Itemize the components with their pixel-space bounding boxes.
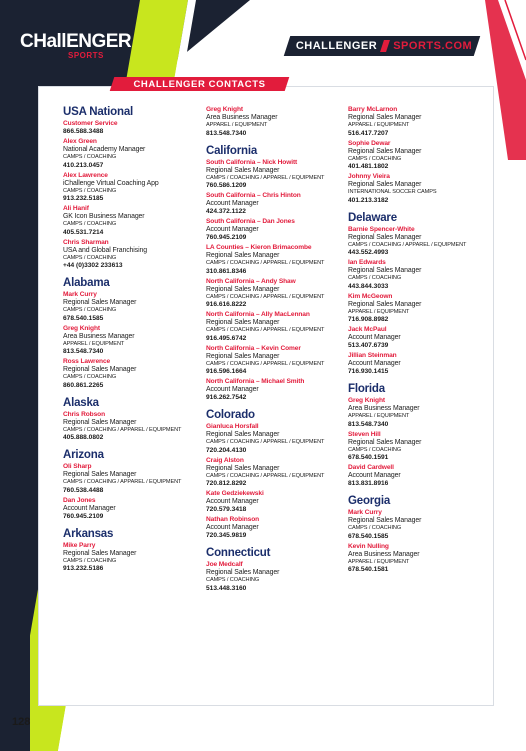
contact-phone[interactable]: 720.812.8292 bbox=[206, 480, 247, 487]
contact-name: Craig Alston bbox=[206, 456, 244, 464]
logo-subtext: SPORTS bbox=[68, 51, 104, 60]
contact-department: CAMPS / COACHING / APPAREL / EQUIPMENT bbox=[206, 472, 325, 479]
contact-phone[interactable]: 401.213.3182 bbox=[348, 196, 389, 204]
contact-name: Greg Knight bbox=[63, 324, 100, 332]
contact-title: GK Icon Business Manager bbox=[63, 213, 145, 220]
contact-department: APPAREL / EQUIPMENT bbox=[206, 122, 268, 128]
contact-phone[interactable]: 443.552.4993 bbox=[348, 249, 389, 256]
contact-name: Johnny Vieira bbox=[348, 173, 390, 180]
state-heading: Colorado bbox=[206, 409, 255, 421]
contact-title: Area Business Manager bbox=[63, 332, 135, 340]
contact-department: CAMPS / COACHING bbox=[348, 155, 402, 162]
contact-title: Regional Sales Manager bbox=[348, 233, 422, 241]
contact-title: USA and Global Franchising bbox=[63, 246, 147, 254]
contact-name: Alex Green bbox=[63, 138, 97, 145]
contact-entry bbox=[63, 138, 201, 170]
contact-title: Account Manager bbox=[348, 360, 401, 367]
contact-name: Alex Lawrence bbox=[63, 171, 108, 179]
contact-phone[interactable]: +44 (0)3302 233613 bbox=[63, 262, 123, 269]
contact-department: CAMPS / COACHING / APPAREL / EQUIPMENT bbox=[206, 439, 325, 445]
contact-title: Regional Sales Manager bbox=[206, 431, 280, 438]
contact-phone[interactable]: 813.548.7340 bbox=[348, 420, 389, 428]
state-heading: Alaska bbox=[63, 396, 99, 409]
contact-name: Ross Lawrence bbox=[63, 358, 111, 365]
contact-name: Jack McPaul bbox=[348, 326, 387, 333]
contact-name: North California – Michael Smith bbox=[206, 378, 305, 385]
contact-name: Nathan Robinson bbox=[206, 516, 260, 523]
contact-phone[interactable]: 410.213.0457 bbox=[63, 161, 104, 169]
contact-title: Area Business Manager bbox=[348, 405, 420, 412]
contact-entry bbox=[348, 326, 486, 350]
contact-title: Account Manager bbox=[206, 200, 259, 207]
contact-entry bbox=[206, 192, 344, 216]
banner-domain: SPORTS.COM bbox=[393, 40, 473, 52]
contact-phone[interactable]: 405.888.0802 bbox=[63, 434, 104, 441]
contact-department: CAMPS / COACHING bbox=[206, 577, 260, 583]
contact-department: CAMPS / COACHING / APPAREL / EQUIPMENT bbox=[206, 360, 325, 367]
contact-title: Account Manager bbox=[206, 226, 259, 233]
contact-department: CAMPS / COACHING bbox=[348, 525, 402, 531]
contact-entry bbox=[63, 497, 201, 521]
contact-name: Joe Medcalf bbox=[206, 561, 243, 568]
contact-entry bbox=[63, 358, 201, 390]
contact-name: Greg Knight bbox=[206, 106, 243, 113]
state-heading: Arizona bbox=[63, 449, 104, 461]
contact-name: North California – Andy Shaw bbox=[206, 277, 296, 285]
contact-entry bbox=[348, 509, 486, 541]
contact-phone[interactable]: 913.232.5186 bbox=[63, 565, 104, 572]
contact-entry bbox=[206, 423, 344, 455]
contact-entry bbox=[63, 463, 201, 495]
contact-name: South California – Chris Hinton bbox=[206, 192, 301, 199]
state-heading: USA National bbox=[63, 106, 134, 118]
navy-side-bar bbox=[0, 120, 30, 751]
contact-title: Regional Sales Manager bbox=[63, 549, 137, 557]
contact-title: Regional Sales Manager bbox=[63, 366, 137, 373]
contact-name: Barnie Spencer-White bbox=[348, 225, 415, 233]
contact-department: CAMPS / COACHING bbox=[63, 254, 117, 261]
contact-name: Greg Knight bbox=[348, 397, 385, 404]
contact-name: Ian Edwards bbox=[348, 259, 386, 266]
contact-phone[interactable]: 513.407.6739 bbox=[348, 342, 389, 349]
contact-entry bbox=[206, 457, 344, 489]
contact-title: Regional Sales Manager bbox=[63, 418, 137, 426]
contact-phone[interactable]: 760.945.2109 bbox=[63, 512, 104, 520]
contact-entry bbox=[206, 490, 344, 514]
state-heading: California bbox=[206, 144, 258, 157]
contact-phone[interactable]: 716.930.1415 bbox=[348, 368, 389, 375]
contact-entry bbox=[63, 120, 201, 136]
contact-department: CAMPS / COACHING bbox=[63, 557, 117, 564]
contact-name: Customer Service bbox=[63, 120, 118, 127]
contact-department: APPAREL / EQUIPMENT bbox=[348, 308, 410, 315]
contact-phone[interactable]: 760.586.1209 bbox=[206, 182, 247, 189]
contact-phone[interactable]: 866.588.3488 bbox=[63, 128, 104, 135]
contact-title: Regional Sales Manager bbox=[63, 471, 137, 478]
contact-entry bbox=[63, 205, 201, 237]
contact-name: Steven Hill bbox=[348, 430, 381, 438]
contact-name: Kevin Nulling bbox=[348, 542, 389, 550]
contact-name: LA Counties – Kieron Brimacombe bbox=[206, 244, 312, 251]
contact-title: Area Business Manager bbox=[206, 114, 278, 121]
contact-entry bbox=[63, 542, 201, 574]
contacts-column-2 bbox=[206, 106, 344, 595]
contact-entry bbox=[206, 106, 344, 138]
contact-entry bbox=[348, 352, 486, 376]
contact-title: Area Business Manager bbox=[348, 550, 420, 558]
contact-entry bbox=[348, 464, 486, 488]
contact-entry bbox=[348, 293, 486, 325]
contact-title: Account Manager bbox=[348, 472, 401, 479]
contact-title: Regional Sales Manager bbox=[348, 300, 422, 308]
contacts-column-3 bbox=[348, 106, 486, 576]
contact-department: CAMPS / COACHING / APPAREL / EQUIPMENT bbox=[63, 426, 182, 433]
contact-title: Regional Sales Manager bbox=[348, 438, 422, 446]
contact-title: Regional Sales Manager bbox=[206, 285, 280, 293]
contact-entry bbox=[206, 311, 344, 343]
contact-name: Mark Curry bbox=[63, 291, 97, 298]
contact-phone[interactable]: 760.945.2109 bbox=[206, 234, 247, 241]
contact-title: iChallenge Virtual Coaching App bbox=[63, 179, 159, 187]
contact-phone[interactable]: 678.540.1581 bbox=[348, 566, 389, 573]
contact-title: Regional Sales Manager bbox=[348, 267, 422, 274]
contact-entry bbox=[348, 173, 486, 205]
contact-title: Regional Sales Manager bbox=[348, 517, 422, 524]
contact-entry bbox=[206, 244, 344, 276]
contact-phone[interactable]: 716.908.8982 bbox=[348, 316, 389, 323]
contact-department: APPAREL / EQUIPMENT bbox=[348, 558, 410, 565]
contact-title: Account Manager bbox=[206, 524, 259, 531]
contact-entry bbox=[348, 226, 486, 258]
contact-name: Sophie Dewar bbox=[348, 139, 391, 147]
contact-title: Regional Sales Manager bbox=[348, 147, 422, 155]
contact-entry bbox=[63, 239, 201, 271]
contact-phone[interactable]: 813.831.8916 bbox=[348, 480, 389, 487]
contact-phone[interactable]: 860.861.2265 bbox=[63, 381, 104, 389]
contact-entry bbox=[206, 561, 344, 593]
contact-department: CAMPS / COACHING / APPAREL / EQUIPMENT bbox=[206, 327, 325, 333]
contact-phone[interactable]: 916.596.1664 bbox=[206, 368, 247, 375]
contact-department: CAMPS / COACHING bbox=[63, 307, 117, 313]
contact-title: Regional Sales Manager bbox=[63, 299, 137, 306]
contact-department: APPAREL / EQUIPMENT bbox=[348, 122, 410, 128]
contact-phone[interactable]: 678.540.1585 bbox=[348, 532, 389, 540]
contact-name: Chris Sharman bbox=[63, 238, 109, 246]
contact-title: Regional Sales Manager bbox=[348, 114, 422, 121]
state-heading: Arkansas bbox=[63, 527, 114, 540]
contact-department: CAMPS / COACHING bbox=[63, 154, 117, 160]
contact-entry bbox=[63, 325, 201, 357]
contact-name: Ali Hanif bbox=[63, 205, 89, 212]
contact-phone[interactable]: 310.861.8346 bbox=[206, 267, 247, 275]
state-heading: Georgia bbox=[348, 495, 391, 507]
contact-phone[interactable]: 678.540.1591 bbox=[348, 454, 389, 461]
state-heading: Florida bbox=[348, 383, 385, 395]
state-heading: Connecticut bbox=[206, 547, 271, 559]
contact-title: Regional Sales Manager bbox=[206, 166, 280, 174]
contact-phone[interactable]: 813.548.7340 bbox=[206, 129, 247, 137]
contact-name: Kim McGeown bbox=[348, 292, 393, 300]
contact-name: South California – Dan Jones bbox=[206, 218, 295, 225]
contact-entry bbox=[348, 106, 486, 138]
contact-title: Account Manager bbox=[348, 334, 401, 341]
contact-entry bbox=[63, 411, 201, 443]
contact-phone[interactable]: 813.548.7340 bbox=[63, 348, 104, 355]
contact-department: CAMPS / COACHING / APPAREL / EQUIPMENT bbox=[348, 241, 467, 248]
contact-entry bbox=[348, 140, 486, 172]
contacts-column-1 bbox=[63, 106, 201, 575]
banner-separator bbox=[380, 40, 390, 52]
contact-phone[interactable]: 405.531.7214 bbox=[63, 228, 104, 236]
contact-name: Chris Robson bbox=[63, 410, 106, 418]
banner-brand: CHALLENGER bbox=[295, 40, 378, 52]
contact-department: CAMPS / COACHING bbox=[63, 221, 117, 227]
contact-phone[interactable]: 760.538.4488 bbox=[63, 486, 104, 494]
contact-name: Gianluca Horsfall bbox=[206, 423, 259, 430]
contact-phone[interactable]: 916.616.8222 bbox=[206, 301, 247, 308]
contact-phone[interactable]: 401.481.1802 bbox=[348, 163, 389, 170]
contact-title: Account Manager bbox=[206, 498, 259, 505]
contact-name: Barry McLarnon bbox=[348, 106, 398, 113]
contact-title: Account Manager bbox=[63, 504, 116, 512]
contact-name: Kate Gedziekewski bbox=[206, 490, 264, 497]
contact-department: CAMPS / COACHING / APPAREL / EQUIPMENT bbox=[63, 479, 182, 485]
page-number: 128 bbox=[12, 716, 31, 728]
contact-name: Dan Jones bbox=[63, 496, 96, 504]
contact-name: North California – Ally MacLennan bbox=[206, 311, 310, 318]
contact-department: CAMPS / COACHING bbox=[348, 446, 402, 453]
contact-department: CAMPS / COACHING / APPAREL / EQUIPMENT bbox=[206, 260, 325, 266]
contact-entry bbox=[348, 431, 486, 463]
logo-wordmark: CHallENGER bbox=[20, 31, 132, 52]
contact-phone[interactable]: 424.372.1122 bbox=[206, 208, 246, 215]
contact-entry bbox=[348, 259, 486, 291]
contact-name: David Cardwell bbox=[348, 464, 394, 471]
contact-entry bbox=[348, 397, 486, 429]
contact-department: CAMPS / COACHING bbox=[63, 187, 117, 194]
contact-title: Account Manager bbox=[206, 386, 259, 393]
contact-name: Oli Sharp bbox=[63, 463, 92, 470]
contact-name: South California – Nick Howitt bbox=[206, 158, 298, 166]
contact-phone[interactable]: 916.262.7542 bbox=[206, 394, 247, 401]
contact-phone[interactable]: 913.232.5185 bbox=[63, 195, 104, 202]
contact-title: Regional Sales Manager bbox=[206, 352, 280, 360]
contact-phone[interactable]: 443.844.3033 bbox=[348, 282, 389, 290]
contact-entry bbox=[206, 378, 344, 402]
contact-department: CAMPS / COACHING / APPAREL / EQUIPMENT bbox=[206, 293, 325, 300]
contact-title: Regional Sales Manager bbox=[348, 181, 422, 188]
contact-title: Regional Sales Manager bbox=[206, 252, 280, 259]
contact-phone[interactable]: 720.204.4130 bbox=[206, 446, 247, 454]
contact-department: CAMPS / COACHING / APPAREL / EQUIPMENT bbox=[206, 174, 325, 181]
state-heading: Alabama bbox=[63, 277, 110, 289]
contact-phone[interactable]: 513.448.3160 bbox=[206, 584, 247, 592]
contact-phone[interactable]: 516.417.7207 bbox=[348, 129, 389, 137]
contact-department: CAMPS / COACHING bbox=[348, 275, 402, 281]
challenger-logo bbox=[20, 31, 132, 68]
contact-entry bbox=[206, 278, 344, 310]
contact-department: CAMPS / COACHING bbox=[63, 374, 117, 380]
contact-name: North California – Kevin Comer bbox=[206, 344, 301, 352]
contact-title: Regional Sales Manager bbox=[206, 569, 280, 576]
contact-entry bbox=[206, 159, 344, 191]
contact-entry bbox=[63, 291, 201, 323]
contact-phone[interactable]: 720.579.3418 bbox=[206, 506, 247, 513]
contact-phone[interactable]: 678.540.1585 bbox=[63, 314, 104, 322]
contact-entry bbox=[63, 172, 201, 204]
contact-title: Regional Sales Manager bbox=[206, 319, 280, 326]
contact-entry bbox=[206, 516, 344, 540]
contact-entry bbox=[206, 345, 344, 377]
contact-entry bbox=[206, 218, 344, 242]
contact-name: Mike Parry bbox=[63, 541, 96, 549]
contact-entry bbox=[348, 543, 486, 575]
contact-name: Jillian Steinman bbox=[348, 352, 397, 359]
contact-department: APPAREL / EQUIPMENT bbox=[348, 413, 410, 419]
contact-phone[interactable]: 916.495.6742 bbox=[206, 334, 247, 342]
section-title: CHALLENGER CONTACTS bbox=[133, 78, 266, 90]
contact-department: APPAREL / EQUIPMENT bbox=[63, 340, 125, 347]
state-heading: Delaware bbox=[348, 211, 397, 224]
contact-phone[interactable]: 720.345.9819 bbox=[206, 532, 247, 539]
contact-title: Regional Sales Manager bbox=[206, 464, 280, 472]
contact-department: INTERNATIONAL SOCCER CAMPS bbox=[348, 189, 437, 195]
contact-name: Mark Curry bbox=[348, 509, 382, 516]
website-banner-text bbox=[292, 36, 476, 56]
contact-title: National Academy Manager bbox=[63, 146, 146, 153]
